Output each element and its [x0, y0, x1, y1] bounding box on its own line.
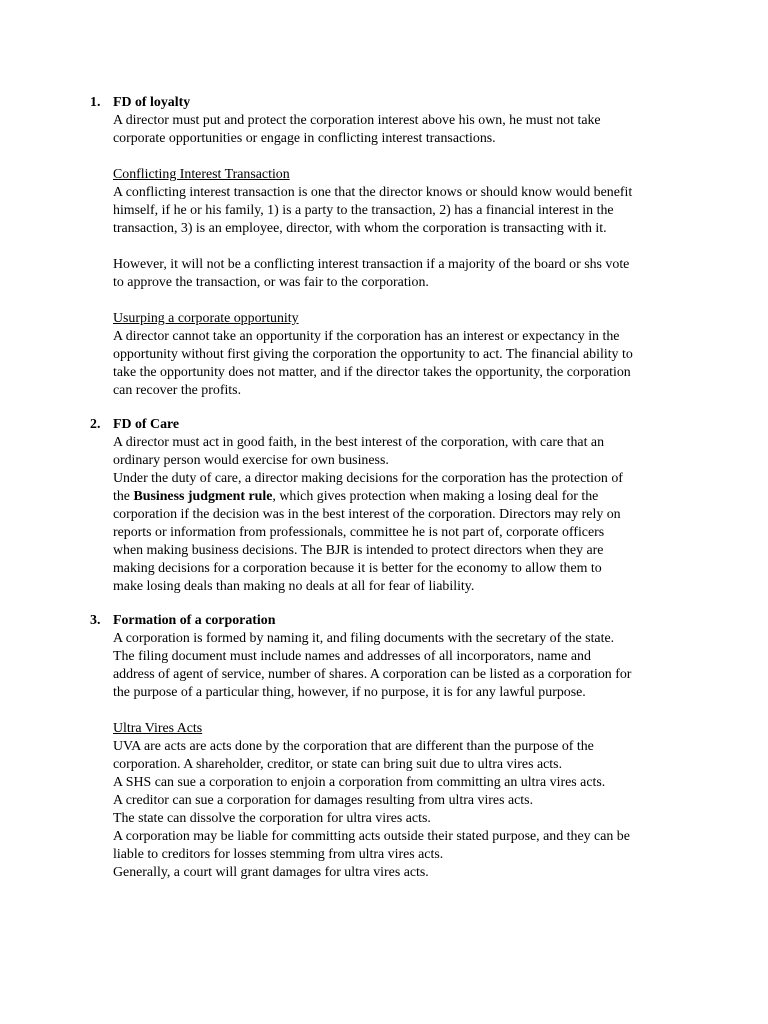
section-heading: FD of Care [113, 417, 180, 432]
section-heading: Formation of a corporation [113, 613, 276, 628]
paragraph-line: A conflicting interest transaction is one that the director knows or should know would benefit [113, 185, 633, 200]
paragraph-line: corporation if the decision was in the best interest of the corporation. Directors may rely on [113, 507, 621, 522]
paragraph-line: Under the duty of care, a director making decisions for the corporation has the protection of [113, 471, 623, 486]
paragraph-line: opportunity without first giving the corporation the opportunity to act. The financial ability to [113, 347, 633, 362]
paragraph-line: However, it will not be a conflicting interest transaction if a majority of the board or shs vote [113, 257, 630, 272]
paragraph-line: ordinary person would exercise for own business. [113, 453, 389, 468]
paragraph-line: The state can dissolve the corporation for ultra vires acts. [113, 811, 431, 826]
paragraph-line: take the opportunity does not matter, and if the director takes the opportunity, the corporation [113, 365, 631, 380]
paragraph-line: A SHS can sue a corporation to enjoin a corporation from committing an ultra vires acts. [113, 775, 606, 790]
section-heading: FD of loyalty [113, 95, 191, 110]
paragraph-line: A corporation may be liable for committing acts outside their stated purpose, and they can be [113, 829, 630, 844]
paragraph-line: A corporation is formed by naming it, and filing documents with the secretary of the state. [113, 631, 615, 646]
paragraph-line: corporation. A shareholder, creditor, or state can bring suit due to ultra vires acts. [113, 757, 563, 772]
paragraph-line: the purpose of a particular thing, however, if no purpose, it is for any lawful purpose. [113, 685, 586, 700]
paragraph-line: A director must put and protect the corporation interest above his own, he must not take [113, 113, 601, 128]
paragraph-line: himself, if he or his family, 1) is a party to the transaction, 2) has a financial interest in the [113, 203, 614, 218]
business-judgment-rule-term: Business judgment rule [133, 489, 273, 504]
subsection-heading: Usurping a corporate opportunity [113, 311, 299, 326]
section-number: 1. [90, 95, 101, 110]
paragraph-line-bjr [113, 488, 598, 506]
bjr-prefix: the [113, 489, 134, 504]
paragraph-line: A director cannot take an opportunity if the corporation has an interest or expectancy in the [113, 329, 620, 344]
paragraph-line: make losing deals than making no deals at all for fear of liability. [113, 579, 475, 594]
paragraph-line: when making business decisions. The BJR is intended to protect directors when they are [113, 543, 604, 558]
paragraph-line: can recover the profits. [113, 383, 242, 398]
paragraph-line: UVA are acts are acts done by the corporation that are different than the purpose of the [113, 739, 594, 754]
bjr-suffix: , which gives protection when making a losing deal for the [272, 489, 599, 504]
paragraph-line: making decisions for a corporation because it is better for the economy to allow them to [113, 561, 602, 576]
paragraph-line: address of agent of service, number of shares. A corporation can be listed as a corporation for [113, 667, 632, 682]
section-number: 2. [90, 417, 101, 432]
paragraph-line: transaction, 3) is an employee, director, with whom the corporation is transacting with it. [113, 221, 607, 236]
paragraph-line: The filing document must include names and addresses of all incorporators, name and [113, 649, 591, 664]
paragraph-line: A director must act in good faith, in the best interest of the corporation, with care that an [113, 435, 605, 450]
section-number: 3. [90, 613, 101, 628]
paragraph-line: to approve the transaction, or was fair to the corporation. [113, 275, 429, 290]
paragraph-line: corporate opportunities or engage in conflicting interest transactions. [113, 131, 496, 146]
paragraph-line: A creditor can sue a corporation for damages resulting from ultra vires acts. [113, 793, 534, 808]
subsection-heading: Ultra Vires Acts [113, 721, 203, 736]
paragraph-line: Generally, a court will grant damages for ultra vires acts. [113, 865, 429, 880]
subsection-heading: Conflicting Interest Transaction [113, 167, 290, 182]
paragraph-line: liable to creditors for losses stemming from ultra vires acts. [113, 847, 444, 862]
paragraph-line: reports or information from professionals, committee he is not part of, corporate officers [113, 525, 605, 540]
